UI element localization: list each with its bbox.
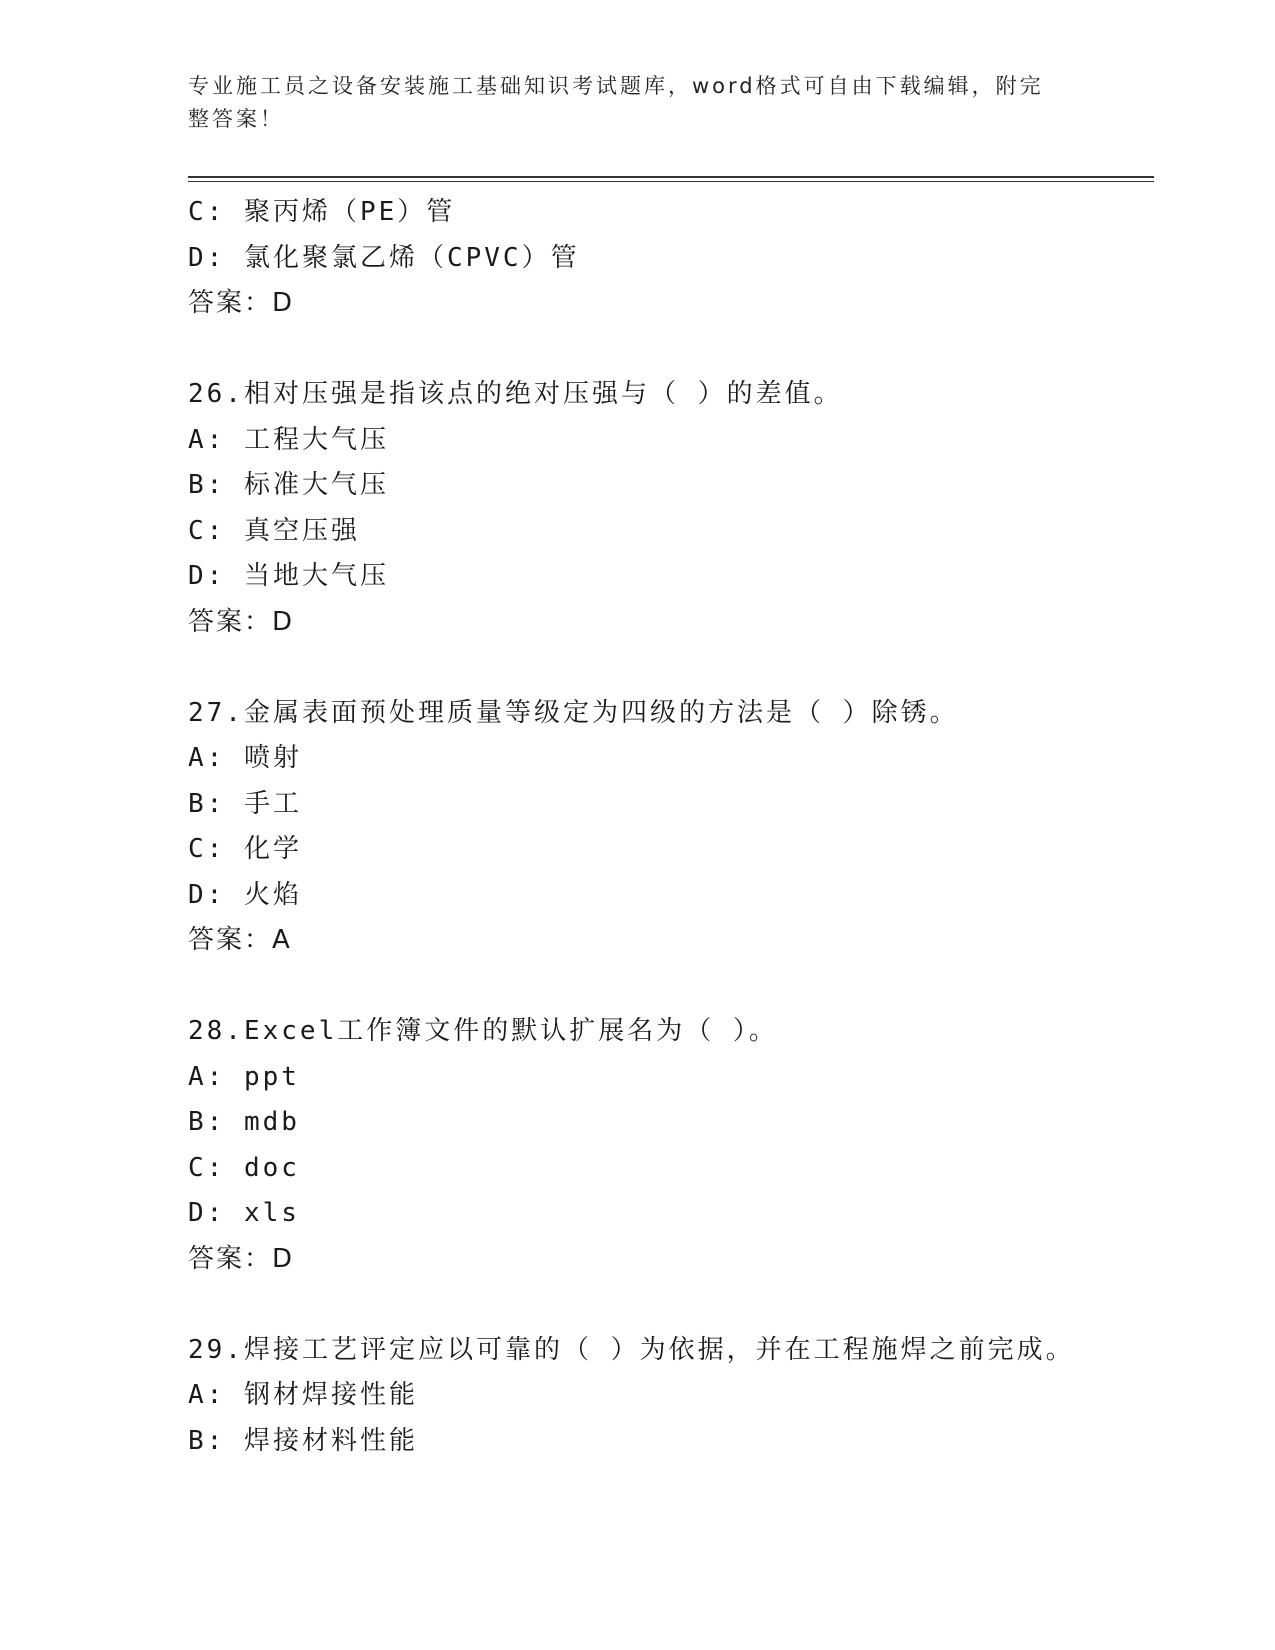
question-27 [188,691,1154,964]
question-26 [188,372,1154,645]
question-list [188,190,1154,1464]
option-d: D: 氯化聚氯乙烯（CPVC）管 [188,242,580,273]
option-c: C: 聚丙烯（PE）管 [188,197,456,227]
question-stem: 26.相对压强是指该点的绝对压强与（ ）的差值。 [188,379,843,409]
answer: 答案：D [188,1243,295,1274]
question-28 [188,1009,1154,1282]
option-a: A: 喷射 [188,743,302,773]
question-29 [188,1328,1154,1465]
question-25-tail [188,190,1154,327]
option-a: A: ppt [188,1061,300,1092]
option-b: B: 焊接材料性能 [188,1425,418,1456]
option-d: D: 当地大气压 [188,561,389,591]
option-b: B: mdb [188,1107,300,1137]
option-a: A: 钢材焊接性能 [188,1380,418,1410]
option-c: C: 化学 [188,834,302,864]
question-stem: 27.金属表面预处理质量等级定为四级的方法是（ ）除锈。 [188,697,959,728]
answer: 答案：A [188,925,292,955]
document-header [188,70,1068,136]
question-stem: 29.焊接工艺评定应以可靠的（ ）为依据，并在工程施焊之前完成。 [188,1334,1075,1365]
question-stem: 28.Excel工作簿文件的默认扩展名为（ ）。 [188,1016,778,1046]
option-b: B: 标准大气压 [188,470,389,500]
option-d: D: xls [188,1198,300,1228]
header-divider-thick [188,176,1154,178]
header-line-2: 整答案！ [188,107,284,131]
option-d: D: 火焰 [188,879,302,910]
answer: 答案：D [188,606,295,637]
answer: 答案：D [188,288,295,318]
option-b: B: 手工 [188,788,302,819]
header-line-1: 专业施工员之设备安装施工基础知识考试题库，word格式可自由下载编辑，附完 [188,74,1044,98]
option-a: A: 工程大气压 [188,424,389,455]
option-c: C: doc [188,1152,300,1183]
header-divider-thin [188,181,1154,182]
option-c: C: 真空压强 [188,515,360,546]
